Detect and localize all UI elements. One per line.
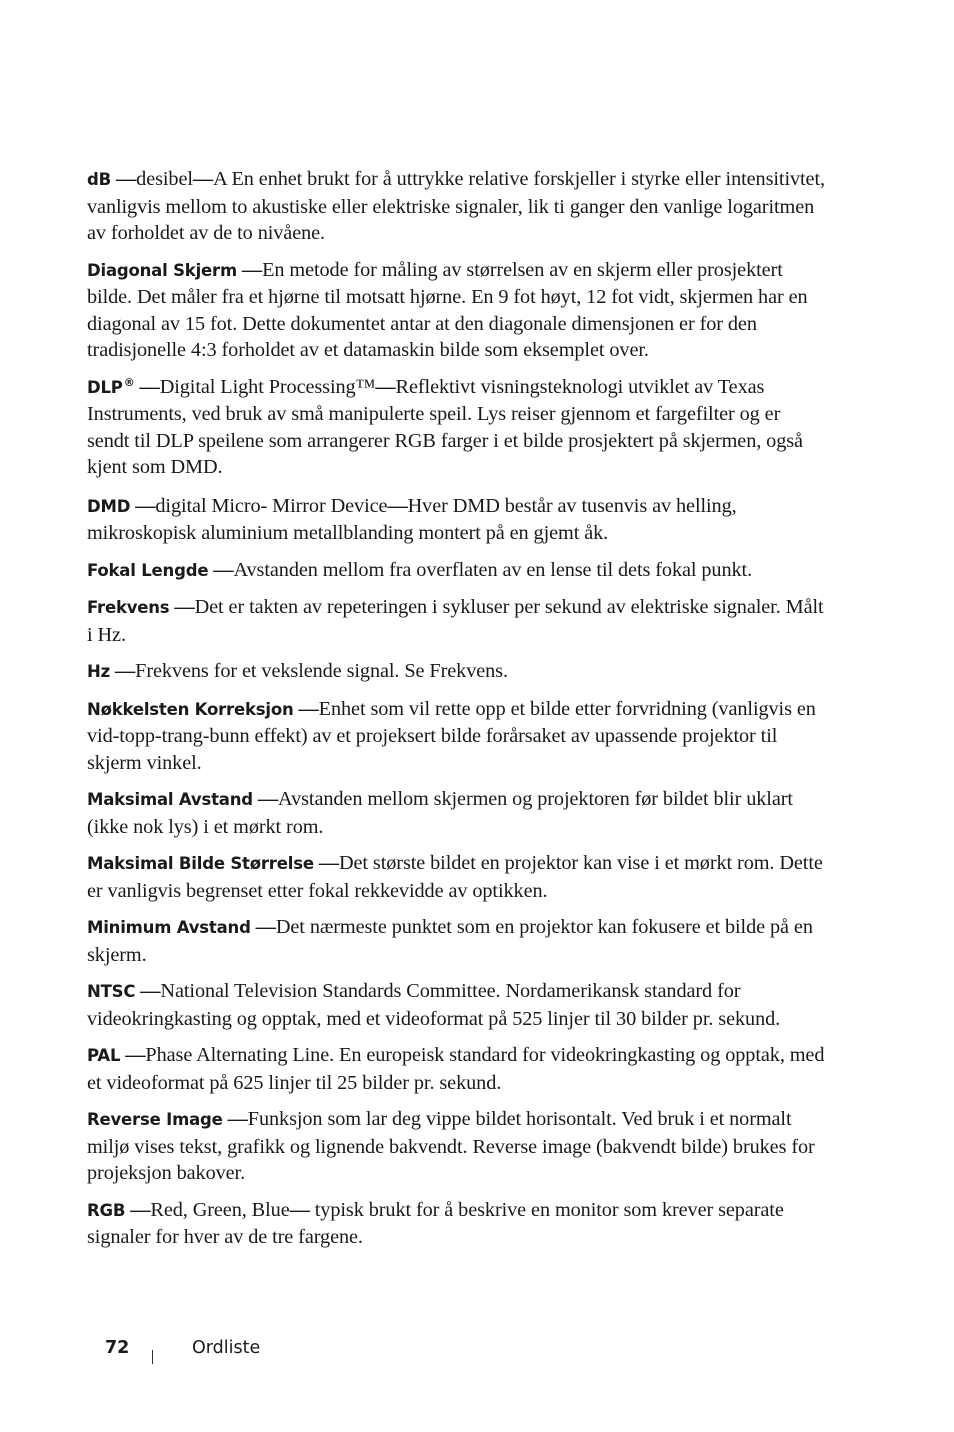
glossary-definition: Enhet som vil rette opp et bilde etter forvridning (vanligvis en vid-topp-trang-bunn effekt) av et projeksert bilde forårsaket av upassende projektor til skjerm vinkel. (87, 697, 816, 774)
expansion-dash: — (375, 375, 396, 398)
term-expansion: Red, Green, Blue (150, 1198, 290, 1221)
term-dash: — (293, 697, 319, 720)
term-expansion: Digital Light Processing™ (159, 375, 376, 398)
glossary-definition: A En enhet brukt for å uttrykke relative forskjeller i styrke eller intensitivtet, vanligvis mellom to akustiske eller elektriske signaler, lik ti ganger den vanlige logaritmen av forholdet av de to nivåene. (87, 168, 825, 244)
term-dash: — (250, 916, 276, 938)
glossary-entry-fokal-lengde (87, 557, 827, 585)
glossary-term: Maksimal Bilde Størrelse (87, 854, 314, 873)
glossary-definition: Det er takten av repeteringen i sykluser per sekund av elektriske signaler. Målt i Hz. (87, 596, 824, 646)
glossary-term: Frekvens (87, 598, 170, 617)
glossary-definition: Det største bildet en projektor kan vise i et mørkt rom. Dette er vanligvis begrenset etter fokal rekkevidde av optikken. (87, 852, 823, 902)
page-number: 72 (105, 1338, 130, 1358)
glossary-entry-pal (87, 1042, 827, 1096)
glossary-definition: Avstanden mellom fra overflaten av en lense til dets fokal punkt. (233, 558, 753, 581)
glossary-entry-dlp (87, 374, 827, 481)
expansion-dash: — (192, 168, 214, 190)
glossary-term: Diagonal Skjerm (87, 260, 237, 280)
expansion-dash: — (289, 1198, 310, 1221)
term-dash: — (222, 1108, 248, 1130)
expansion-dash: — (387, 494, 408, 517)
term-dash: — (252, 788, 279, 810)
glossary-definition: Frekvens for et vekslende signal. Se Frekvens. (135, 660, 508, 682)
term-dash: — (236, 258, 263, 281)
glossary-content (87, 166, 827, 1261)
glossary-term: Reverse Image (87, 1110, 223, 1129)
glossary-entry-reverse-image (87, 1106, 827, 1187)
glossary-entry-diagonal-skjerm (87, 257, 827, 364)
glossary-entry-hz (87, 658, 827, 686)
glossary-entry-minimum-avstand (87, 914, 827, 968)
term-dash: — (125, 1198, 151, 1221)
glossary-term: Minimum Avstand (87, 918, 251, 937)
glossary-term: NTSC (87, 982, 136, 1001)
glossary-term: Maksimal Avstand (87, 790, 253, 809)
glossary-definition: Hver DMD består av tusenvis av helling, mikroskopisk aluminium metallblanding montert på en gjemt åk. (87, 494, 737, 544)
glossary-term: Nøkkelsten Korreksjon (87, 699, 294, 719)
glossary-definition: Avstanden mellom skjermen og projektoren før bildet blir uklart (ikke nok lys) i et mørkt rom. (87, 788, 793, 838)
glossary-entry-dmd (87, 493, 827, 547)
glossary-definition: Phase Alternating Line. En europeisk standard for videokringkasting og opptak, med et videoformat på 625 linjer til 25 bilder pr. sekund. (87, 1044, 825, 1094)
term-dash: — (208, 558, 234, 581)
term-dash: — (135, 980, 161, 1002)
glossary-term: RGB (87, 1200, 126, 1220)
glossary-entry-db (87, 166, 827, 247)
term-dash: — (169, 596, 195, 618)
glossary-definition: En metode for måling av størrelsen av en skjerm eller prosjektert bilde. Det måler fra et hjørne til motsatt hjørne. En 9 fot høyt, 12 fot vidt, skjermen har en diagonal av 15 fot. Dette dokumentet antar at den diagonale dimensjonen er for den tradisjonelle 4:3 forholdet av et datamaskin bilde som eksemplet over. (87, 258, 808, 361)
glossary-term: DMD (87, 496, 131, 516)
term-dash: — (134, 375, 160, 398)
registered-mark: ® (123, 375, 135, 389)
glossary-entry-ntsc (87, 978, 827, 1032)
term-dash: — (110, 660, 136, 682)
glossary-entry-nokkelsten-korreksjon (87, 696, 827, 777)
glossary-entry-rgb (87, 1197, 827, 1251)
glossary-term-text: DLP (87, 377, 123, 397)
footer-separator (152, 1350, 153, 1364)
glossary-definition: Funksjon som lar deg vippe bildet horisontalt. Ved bruk i et normalt miljø vises tekst, grafikk og lignende bakvendt. Reverse image (bakvendt bilde) brukes for projeksjon bakover. (87, 1108, 815, 1184)
glossary-term: dB (87, 170, 111, 189)
glossary-entry-maksimal-avstand (87, 786, 827, 840)
glossary-definition: National Television Standards Committee. Nordamerikansk standard for videokringkasting og opptak, med et videoformat på 525 linjer til 30 bilder pr. sekund. (87, 980, 781, 1030)
glossary-definition: Reflektivt visningsteknologi utviklet av Texas Instruments, ved bruk av små manipulerte speil. Lys reiser gjennom et fargefilter og er sendt til DLP speilene som arrangerer RGB farger i et bilde prosjektert på skjermen, også kjent som DMD. (87, 375, 803, 478)
glossary-entry-maksimal-bilde-storrelse (87, 850, 827, 904)
glossary-term: Hz (87, 662, 111, 681)
term-expansion: desibel (136, 168, 193, 190)
term-expansion: digital Micro- Mirror Device (155, 494, 388, 517)
term-dash: — (313, 852, 339, 874)
glossary-term: PAL (87, 1046, 121, 1065)
glossary-term: Fokal Lengde (87, 560, 209, 580)
term-dash: — (130, 494, 156, 517)
glossary-definition: Det nærmeste punktet som en projektor kan fokusere et bilde på en skjerm. (87, 916, 813, 966)
glossary-term (87, 375, 135, 397)
section-title: Ordliste (192, 1338, 261, 1358)
glossary-definition: typisk brukt for å beskrive en monitor som krever separate signaler for hver av de tre fargene. (87, 1198, 784, 1248)
term-dash: — (120, 1044, 146, 1066)
glossary-entry-frekvens (87, 594, 827, 648)
term-dash: — (111, 168, 137, 190)
